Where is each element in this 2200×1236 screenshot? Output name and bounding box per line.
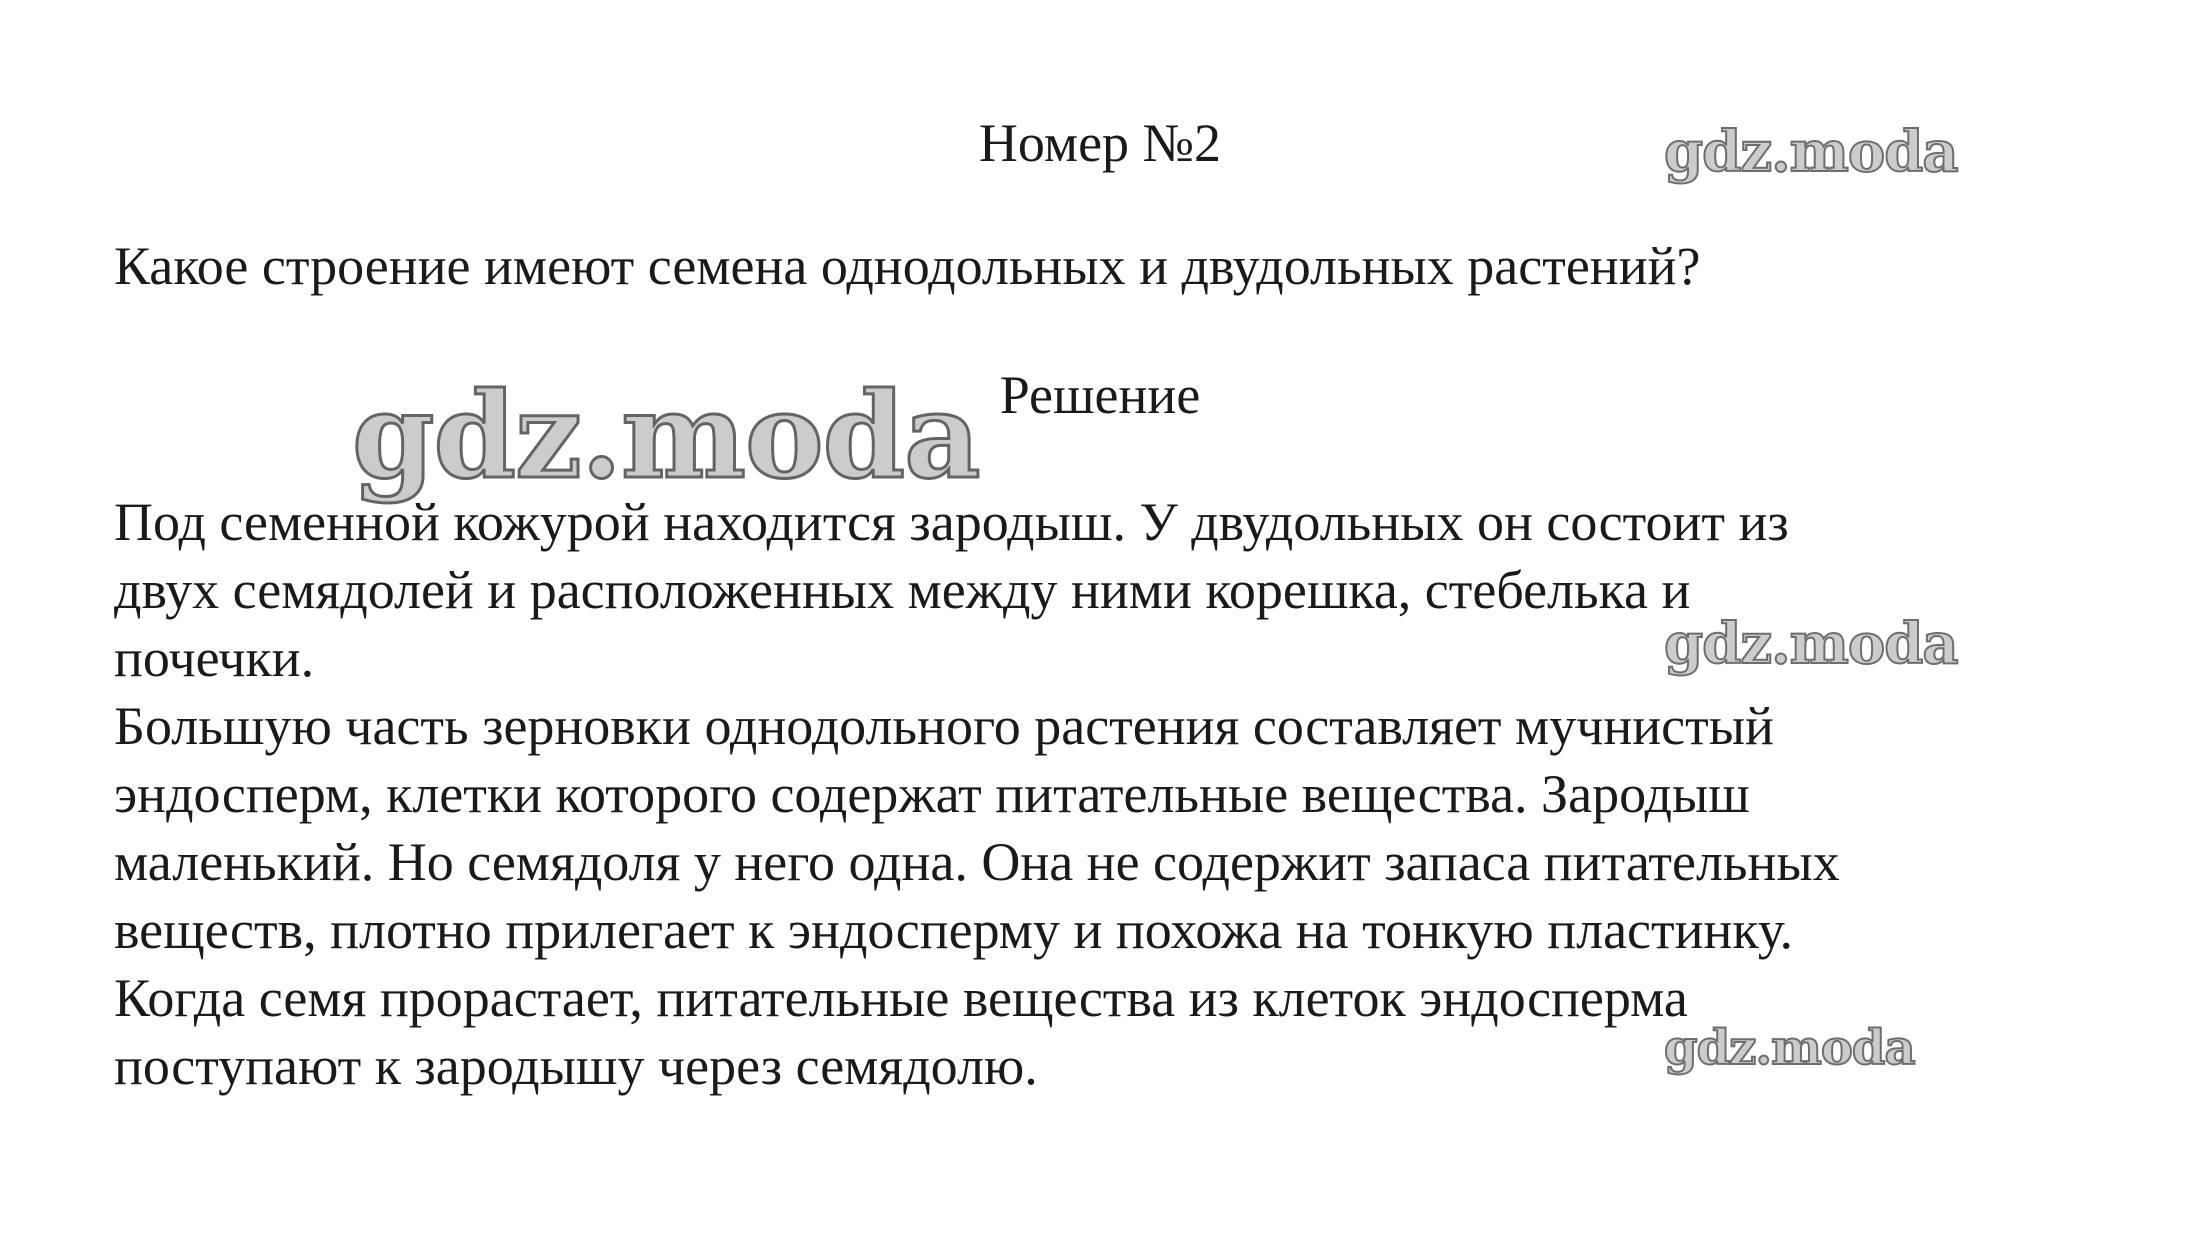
- solution-line: Под семенной кожурой находится зародыш. У двудольных он состоит из: [114, 492, 1789, 552]
- solution-line: Когда семя прорастает, питательные вещества из клеток эндосперма: [114, 968, 1688, 1028]
- solution-line: двух семядолей и расположенных между ними корешка, стебелька и: [114, 560, 1691, 620]
- watermark-logo: gdz.moda: [1664, 1020, 1915, 1076]
- page-title: Номер №2: [978, 113, 1222, 173]
- solution-line: Большую часть зерновки однодольного растения составляет мучнистый: [114, 696, 1774, 756]
- solution-heading: Решение: [999, 365, 1201, 425]
- watermark-logo: gdz.moda: [1664, 611, 1958, 677]
- question-text: Какое строение имеют семена однодольных и двудольных растений?: [114, 236, 1701, 296]
- watermark-logo: gdz.moda: [1664, 119, 1958, 185]
- solution-body: [114, 488, 2114, 1100]
- solution-line: маленький. Но семядоля у него одна. Она не содержит запаса питательных: [114, 832, 1840, 892]
- solution-line: веществ, плотно прилегает к эндосперму и похожа на тонкую пластинку.: [114, 900, 1793, 960]
- solution-line: эндосперм, клетки которого содержат питательные вещества. Зародыш: [114, 764, 1750, 824]
- watermark-logo: gdz.moda: [352, 366, 980, 505]
- solution-line: поступают к зародышу через семядолю.: [114, 1036, 1038, 1096]
- solution-line: почечки.: [114, 628, 315, 688]
